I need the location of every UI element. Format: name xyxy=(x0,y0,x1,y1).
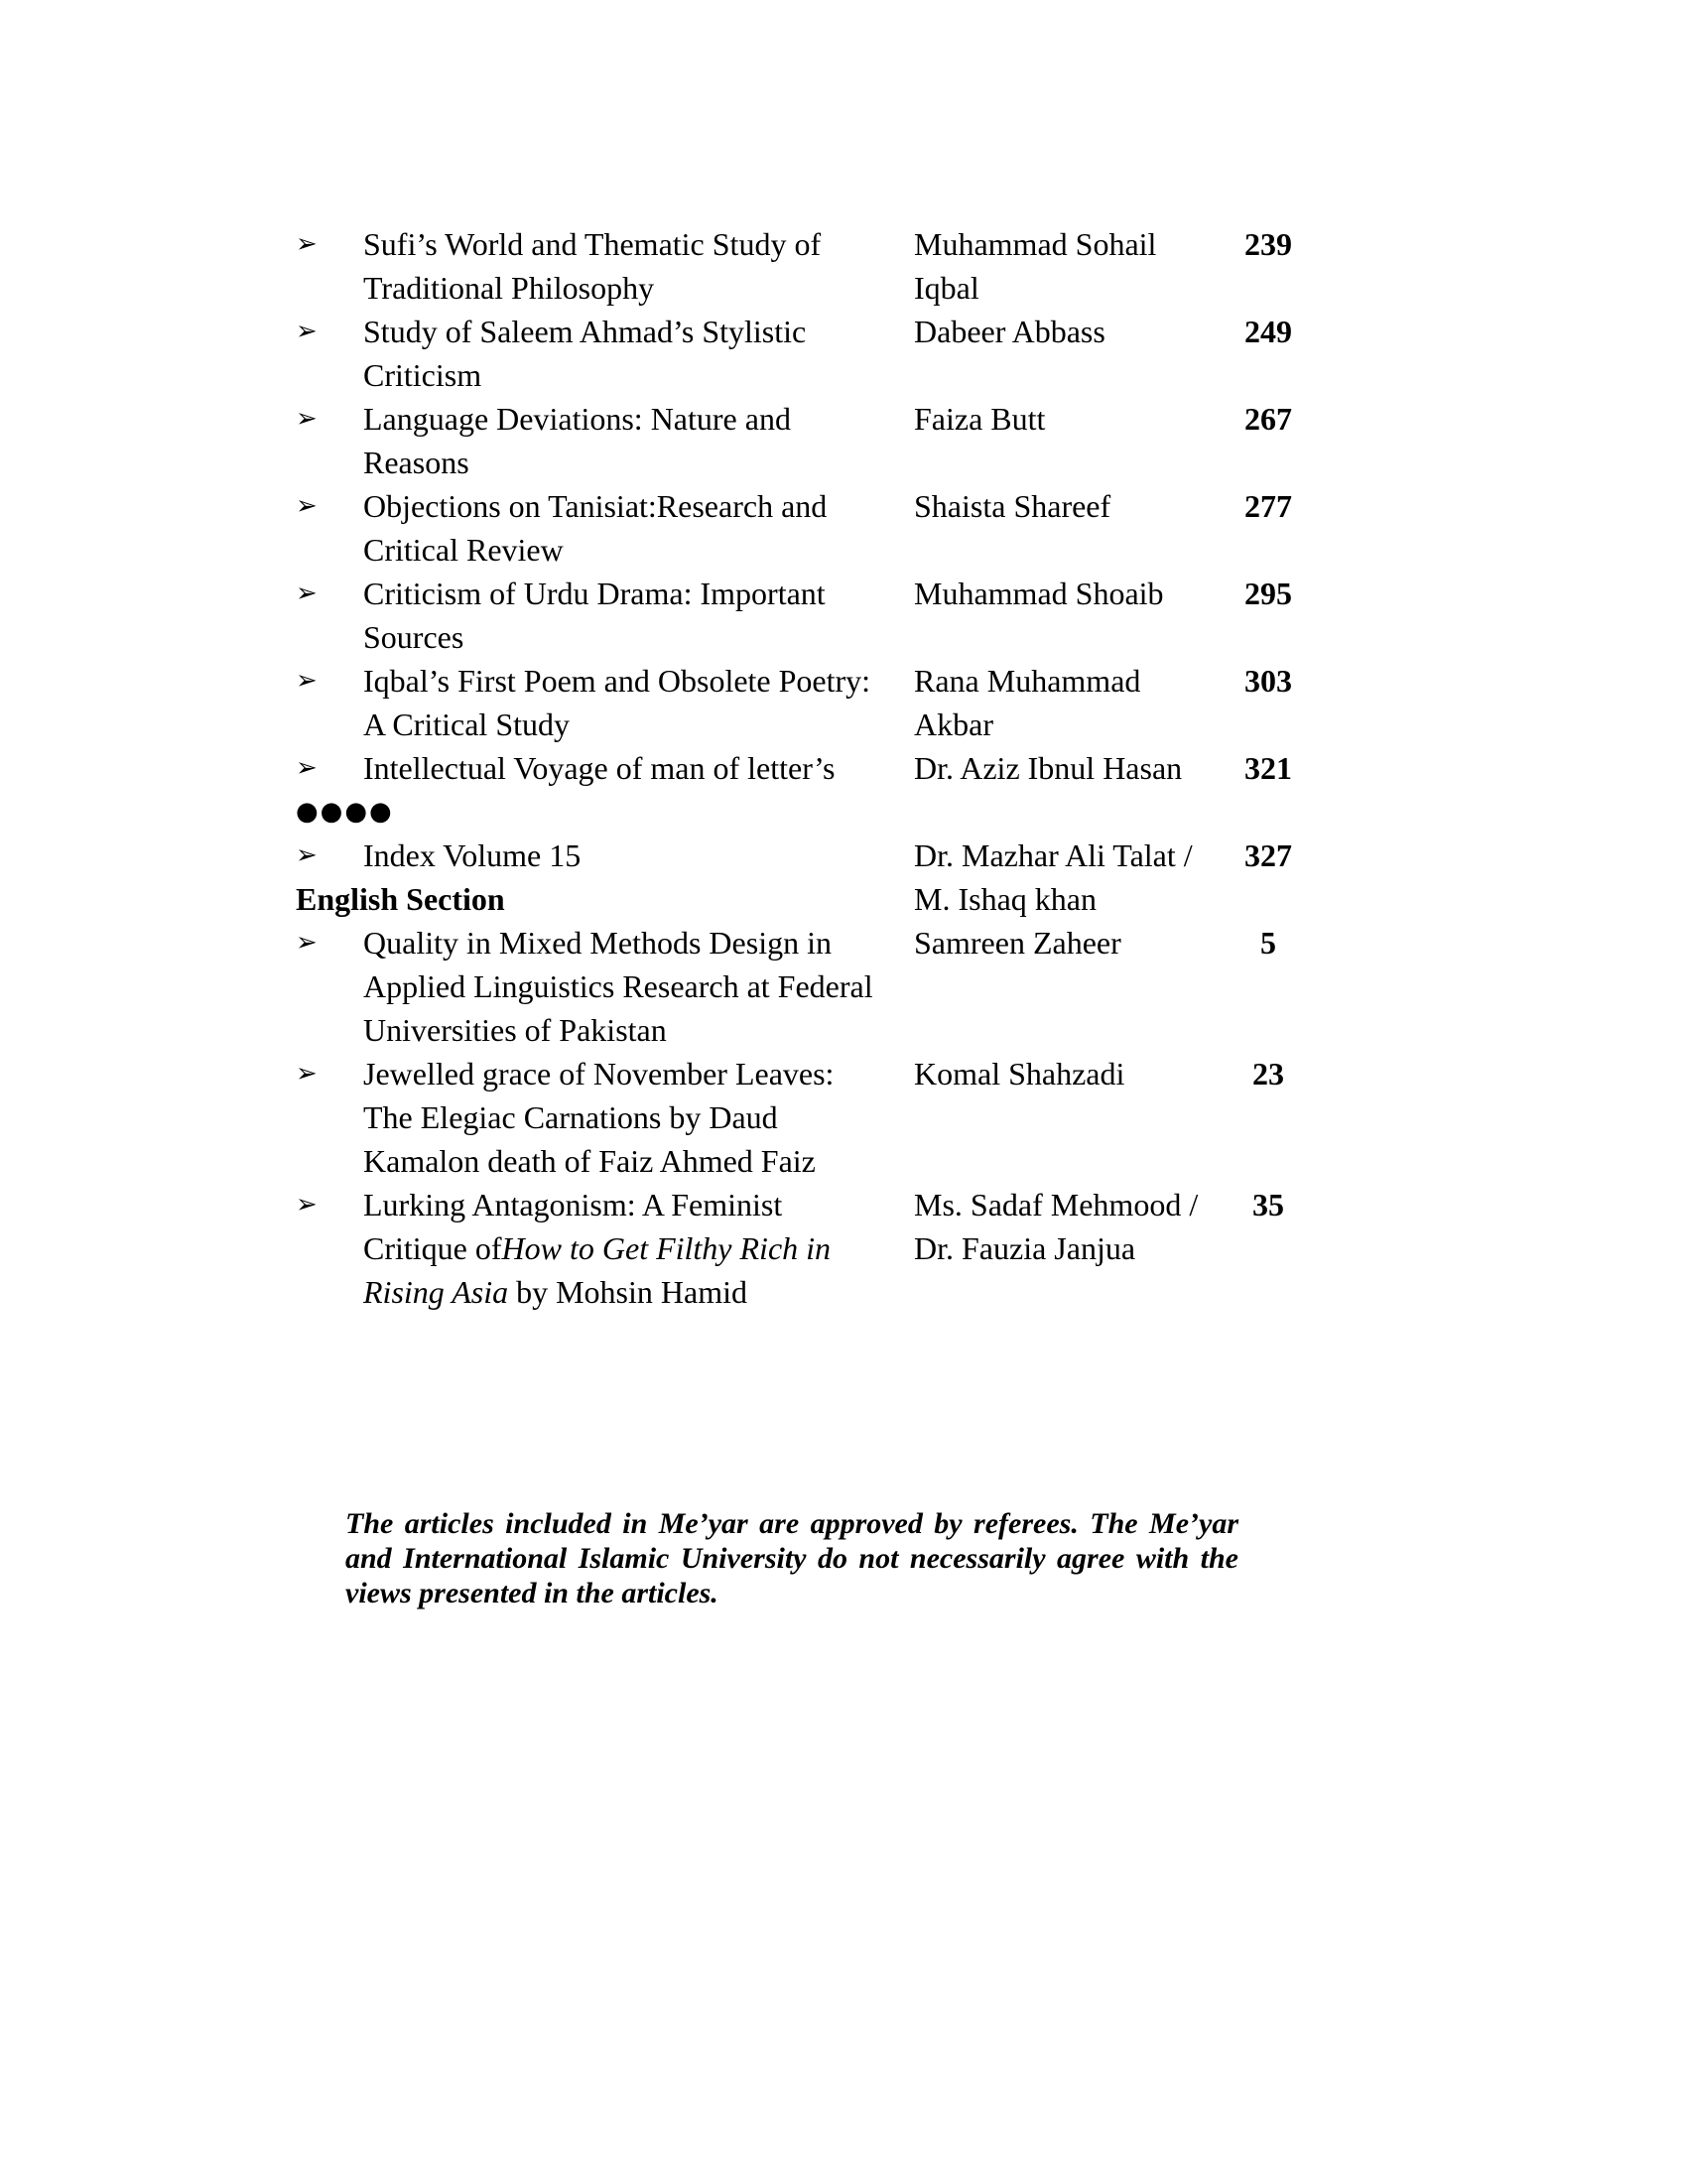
toc-entry xyxy=(296,572,1308,659)
arrow-bullet-icon: ➢ xyxy=(296,317,318,346)
entry-page-number: 267 xyxy=(1244,401,1292,437)
arrow-bullet-icon: ➢ xyxy=(296,753,318,783)
entry-title: Criticism of Urdu Drama: Important Sources xyxy=(363,576,826,655)
entry-author: Komal Shahzadi xyxy=(914,1056,1125,1092)
toc-entry xyxy=(296,1052,1308,1183)
toc-entry xyxy=(296,484,1308,572)
entry-page-number: 239 xyxy=(1244,226,1292,262)
entry-page-number: 249 xyxy=(1244,314,1292,349)
arrow-bullet-icon: ➢ xyxy=(296,666,318,696)
arrow-bullet-icon: ➢ xyxy=(296,1059,318,1089)
entry-page-number: 321 xyxy=(1244,750,1292,786)
toc-entry xyxy=(296,659,1308,746)
entry-title xyxy=(363,1183,879,1314)
entry-page-number: 5 xyxy=(1260,925,1276,961)
entry-author: Rana Muhammad Akbar xyxy=(914,663,1141,742)
entry-title: Index Volume 15 xyxy=(363,837,582,873)
entry-title: Objections on Tanisiat:Research and Critical Review xyxy=(363,488,828,568)
entry-title: Jewelled grace of November Leaves: The Elegiac Carnations by Daud Kamalon death of Faiz Ahmed Faiz xyxy=(363,1056,835,1179)
entry-page-number: 277 xyxy=(1244,488,1292,524)
toc-entry xyxy=(296,1183,1308,1314)
entry-page-number: 295 xyxy=(1244,576,1292,611)
toc-entry xyxy=(296,921,1308,1052)
entry-author: Ms. Sadaf Mehmood / Dr. Fauzia Janjua xyxy=(914,1187,1199,1266)
entry-page-number: 35 xyxy=(1252,1187,1284,1222)
entry-title: Iqbal’s First Poem and Obsolete Poetry: A Critical Study xyxy=(363,663,871,742)
toc-entry xyxy=(296,222,1308,310)
entry-title: Quality in Mixed Methods Design in Applied Linguistics Research at Federal Universities of Pakistan xyxy=(363,925,873,1048)
entry-title: Sufi’s World and Thematic Study of Traditional Philosophy xyxy=(363,226,822,306)
arrow-bullet-icon: ➢ xyxy=(296,1190,318,1220)
arrow-bullet-icon: ➢ xyxy=(296,840,318,870)
toc-entry xyxy=(296,746,1308,790)
arrow-bullet-icon: ➢ xyxy=(296,578,318,608)
table-of-contents xyxy=(296,222,1308,1314)
english-section-heading: English Section xyxy=(296,881,505,917)
entry-title: Language Deviations: Nature and Reasons xyxy=(363,401,791,480)
entry-author: Faiza Butt xyxy=(914,401,1046,437)
entry-title-text: by Mohsin Hamid xyxy=(508,1274,747,1310)
separator-dots: ●●●● xyxy=(296,797,394,827)
entry-author: Dr. Aziz Ibnul Hasan xyxy=(914,750,1183,786)
disclaimer-note: The articles included in Me’yar are approved by referees. The Me’yar and International Islamic University do not necessarily agree with the views presented in the articles. xyxy=(345,1507,1238,1609)
entry-page-number: 327 xyxy=(1244,837,1292,873)
entry-author: Muhammad Shoaib xyxy=(914,576,1164,611)
entry-author: Dr. Mazhar Ali Talat / M. Ishaq khan xyxy=(914,837,1193,917)
arrow-bullet-icon: ➢ xyxy=(296,491,318,521)
entry-title-book-name: How to Get Filthy Rich in Rising Asia xyxy=(363,1230,832,1310)
toc-entry xyxy=(296,397,1308,484)
entry-author: Samreen Zaheer xyxy=(914,925,1121,961)
entry-title: Intellectual Voyage of man of letter’s xyxy=(363,750,836,786)
entry-title-text: Lurking Antagonism: A Feminist Critique of xyxy=(363,1187,783,1266)
entry-title: Study of Saleem Ahmad’s Stylistic Criticism xyxy=(363,314,807,393)
entry-page-number: 303 xyxy=(1244,663,1292,699)
arrow-bullet-icon: ➢ xyxy=(296,229,318,259)
arrow-bullet-icon: ➢ xyxy=(296,404,318,434)
entry-author: Muhammad Sohail Iqbal xyxy=(914,226,1157,306)
entry-page-number: 23 xyxy=(1252,1056,1284,1092)
toc-entry xyxy=(296,310,1308,397)
entry-author: Dabeer Abbass xyxy=(914,314,1105,349)
entry-author: Shaista Shareef xyxy=(914,488,1111,524)
arrow-bullet-icon: ➢ xyxy=(296,928,318,958)
